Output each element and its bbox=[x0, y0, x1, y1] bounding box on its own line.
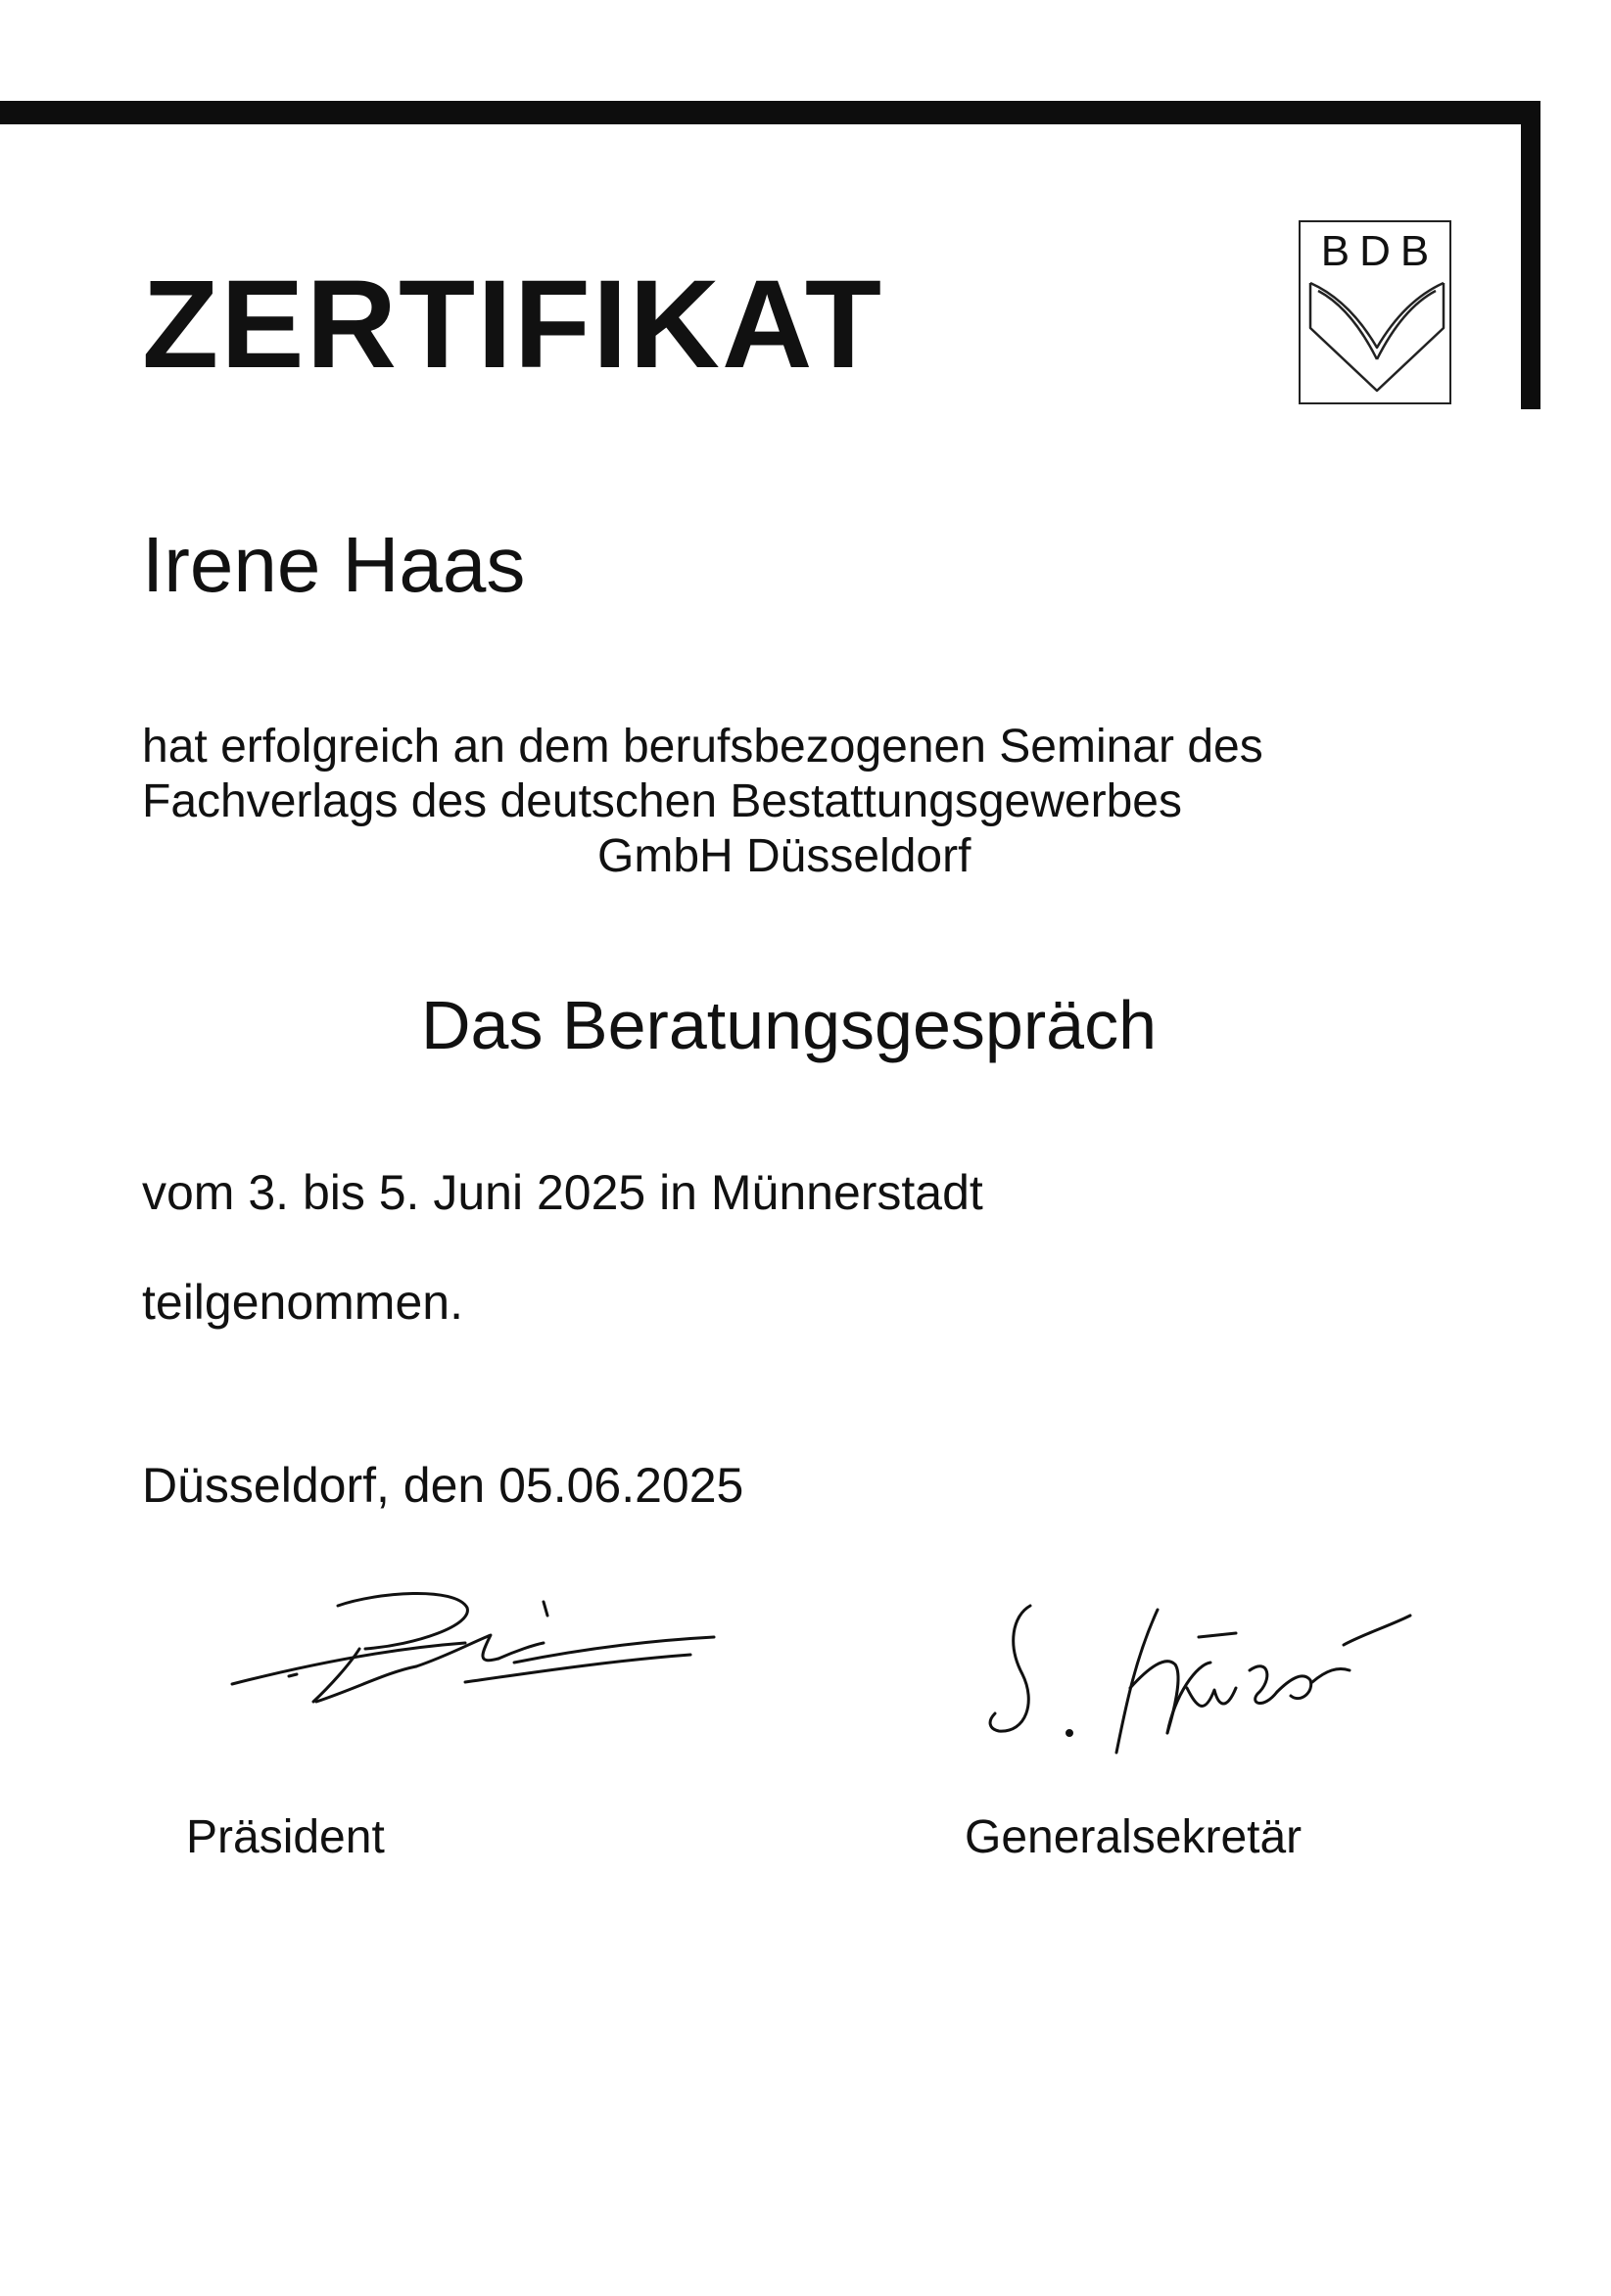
place-and-date: Düsseldorf, den 05.06.2025 bbox=[142, 1458, 744, 1513]
seminar-title: Das Beratungsgespräch bbox=[421, 987, 1157, 1063]
participated-text: teilgenommen. bbox=[142, 1275, 463, 1330]
seminar-dates: vom 3. bis 5. Juni 2025 in Münnerstadt bbox=[142, 1165, 983, 1220]
right-border-bar bbox=[1521, 101, 1540, 409]
recipient-name: Irene Haas bbox=[142, 521, 526, 608]
top-border-bar bbox=[0, 101, 1540, 124]
book-icon bbox=[1301, 222, 1453, 406]
president-signature bbox=[220, 1586, 730, 1743]
intro-line: Fachverlags des deutschen Bestattungsgewerbes bbox=[142, 775, 1182, 827]
secretary-signature bbox=[979, 1586, 1430, 1762]
intro-line: GmbH Düsseldorf bbox=[597, 830, 971, 882]
president-role: Präsident bbox=[186, 1811, 385, 1863]
logo-text: BDB bbox=[1320, 227, 1440, 275]
secretary-role: Generalsekretär bbox=[965, 1811, 1303, 1863]
bdb-logo bbox=[1299, 220, 1451, 404]
certificate-title: ZERTIFIKAT bbox=[142, 255, 884, 395]
intro-line: hat erfolgreich an dem berufsbezogenen Seminar des bbox=[142, 721, 1263, 773]
intro-text bbox=[142, 720, 1415, 884]
